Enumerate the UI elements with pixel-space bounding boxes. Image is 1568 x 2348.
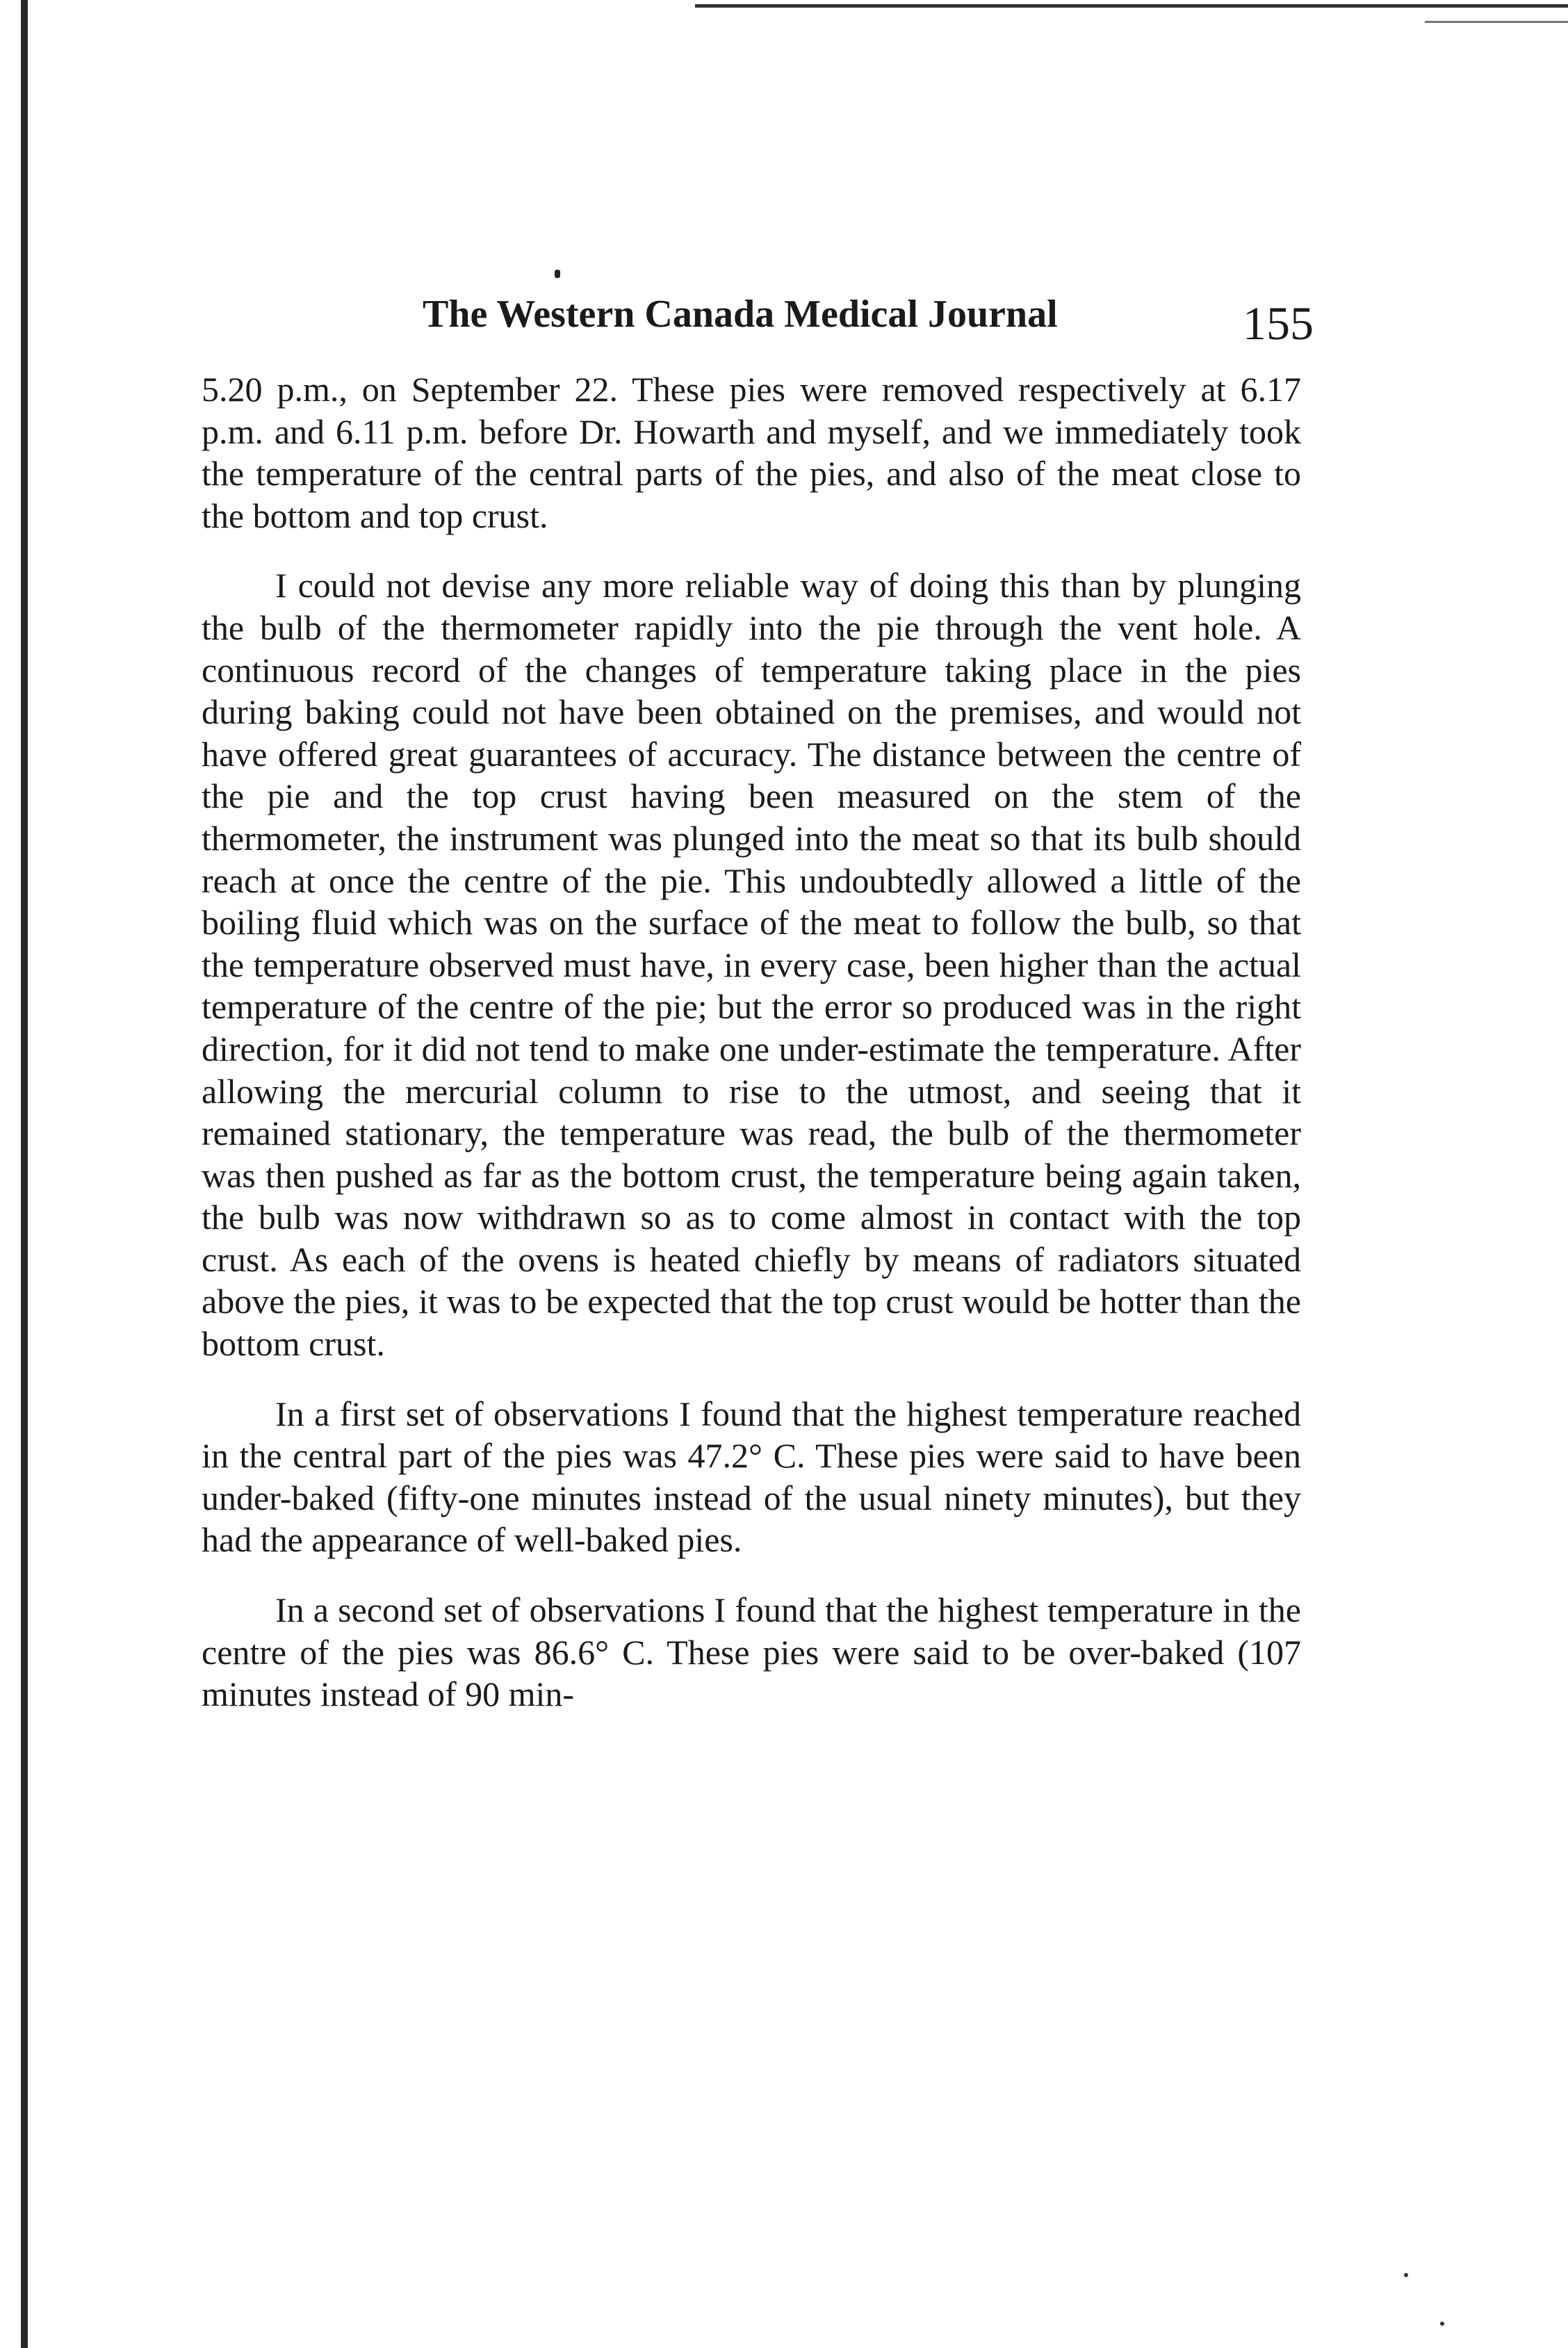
scan-speck [1440, 2322, 1444, 2326]
journal-title: The Western Canada Medical Journal [423, 293, 1058, 336]
scan-page-edge [21, 0, 28, 2348]
paragraph-3: In a first set of observations I found that the highest temperature reached in the central part of the pies was 47.2° C. These pies were said to have been under-baked (fifty-one minutes instead of the usual ninety minutes), but they had the appearance of well-baked pies. [202, 1394, 1301, 1560]
paragraph-1: 5.20 p.m., on September 22. These pies were removed respectively at 6.17 p.m. and 6.11 p.m. before Dr. Howarth and myself, and we immediately took the temperature of the central parts of the pies, and also of the meat close to the bottom and top crust. [202, 370, 1301, 535]
page-number: 155 [1243, 297, 1314, 350]
scan-speck [1404, 2273, 1408, 2277]
paragraph-4: In a second set of observations I found that the highest temperature in the centre of the pies was 86.6° C. These pies were said to be over-baked (107 minutes instead of 90 min- [202, 1590, 1301, 1714]
article-body [202, 368, 1301, 1743]
scan-ink-dot [555, 270, 560, 278]
running-header [209, 292, 1314, 361]
scan-top-rule [695, 4, 1568, 8]
paragraph-2: I could not devise any more reliable way of doing this than by plunging the bulb of the thermometer rapidly into the pie through the vent hole. A continuous record of the changes of temperature taking place in the pies during baking could not have been obtained on the premises, and would not have offered great guarantees of accuracy. The distance between the centre of the pie and the top crust having been measured on the stem of the thermometer, the instrument was plunged into the meat so that its bulb should reach at once the centre of the pie. This undoubtedly allowed a little of the boiling fluid which was on the surface of the meat to follow the bulb, so that the temperature observed must have, in every case, been higher than the actual temperature of the centre of the pie; but the error so produced was in the right direction, for it did not tend to make one under-estimate the temperature. After allowing the mercurial column to rise to the utmost, and seeing that it remained stationary, the temperature was read, the bulb of the thermometer was then pushed as far as the bottom crust, the temperature being again taken, the bulb was now withdrawn so as to come almost in contact with the top crust. As each of the ovens is heated chiefly by means of radiators situated above the pies, it was to be expected that the top crust would be hotter than the bottom crust. [202, 566, 1301, 1364]
scan-top-rule-secondary [1425, 21, 1568, 23]
